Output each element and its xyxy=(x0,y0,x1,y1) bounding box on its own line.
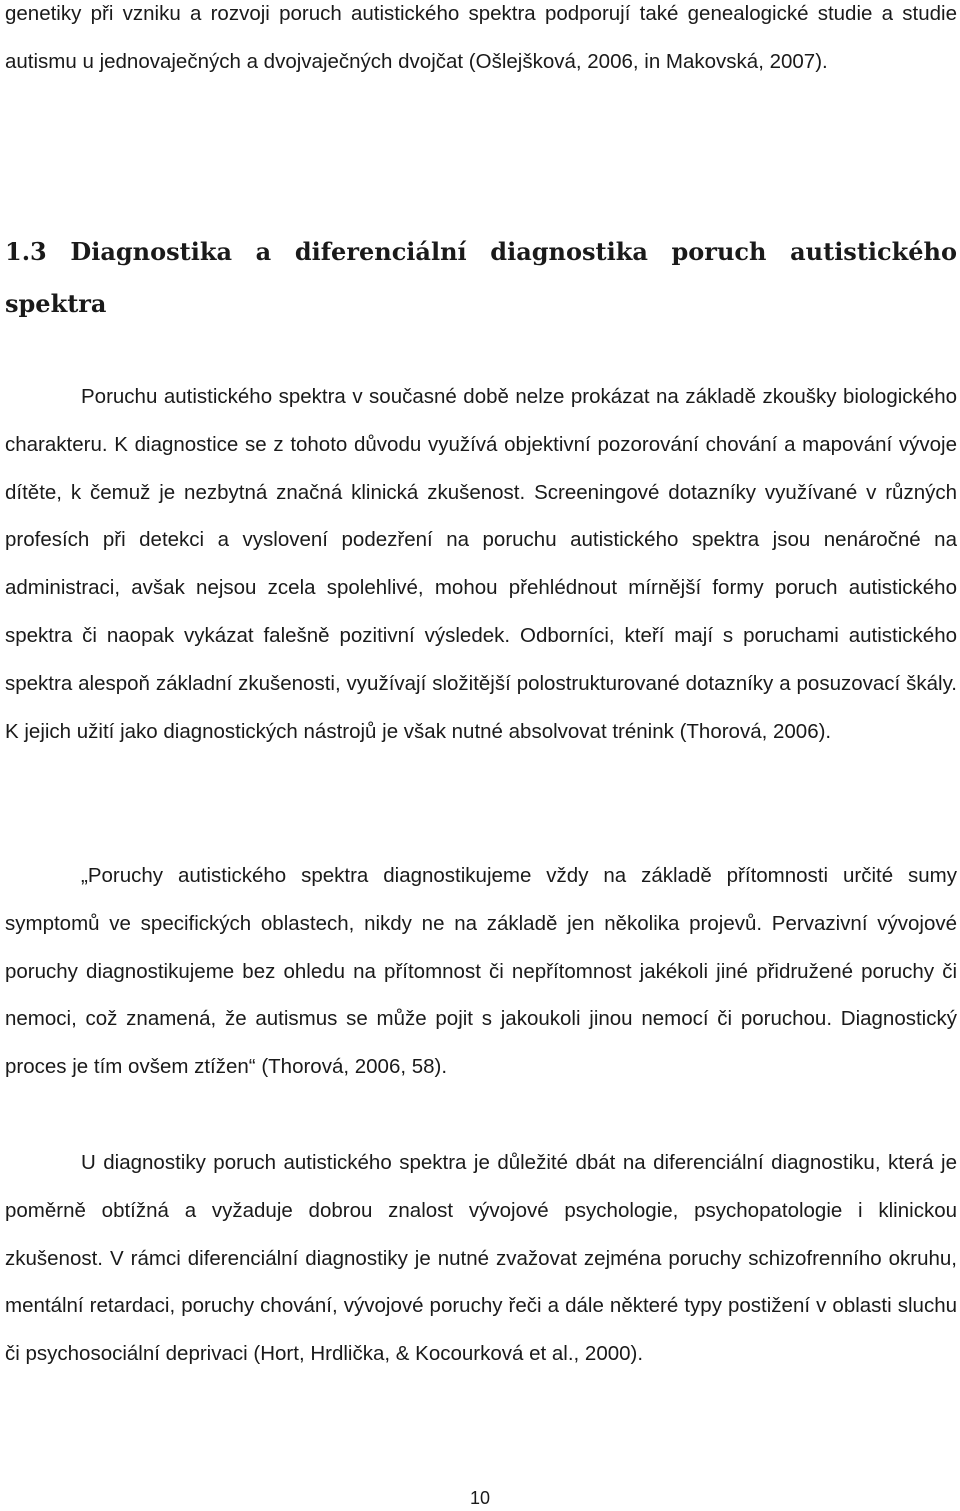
paragraph-differential: U diagnostiky poruch autistického spektra je důležité dbát na diferenciální diagnostiku, která je poměrně obtížná a vyžaduje dobrou znalost vývojové psychologie, psychopatologie i klinickou zkušenost. V rámci diferenciální diagnostiky je nutné zvažovat zejména poruchy schizofrenního okruhu, mentální retardaci, poruchy chování, vývojové poruchy řeči a dále některé typy postižení v oblasti sluchu či psychosociální deprivaci (Hort, Hrdlička, & Kocourková et al., 2000). xyxy=(5,1151,957,1366)
paragraph-diagnostics: Poruchu autistického spektra v současné době nelze prokázat na základě zkoušky biologického charakteru. K diagnostice se z tohoto důvodu využívá objektivní pozorování chování a mapování vývoje dítěte, k čemuž je nezbytná značná klinická zkušenost. Screeningové dotazníky využívané v různých profesích při detekci a vyslovení podezření na poruchu autistického spektra jsou nenáročné na administraci, avšak nejsou zcela spolehlivé, mohou přehlédnout mírnější formy poruch autistického spektra či naopak vykázat falešně pozitivní výsledek. Odborníci, kteří mají s poruchami autistického spektra alespoň základní zkušenosti, využívají složitější polostrukturované dotazníky a posuzovací škály. K jejich užití jako diagnostických nástrojů je však nutné absolvovat trénink (Thorová, 2006). xyxy=(5,385,957,743)
paragraph-continuation: genetiky při vzniku a rozvoji poruch autistického spektra podporují také genealogické studie a studie autismu u jednovaječných a dvojvaječných dvojčat (Ošlejšková, 2006, in Makovská, 2007). xyxy=(5,2,957,73)
paragraph-quote: „Poruchy autistického spektra diagnostikujeme vždy na základě přítomnosti určité sumy symptomů ve specifických oblastech, nikdy ne na základě jen několika projevů. Pervazivní vývojové poruchy diagnostikujeme bez ohledu na přítomnost či nepřítomnost jakékoli jiné přidružené poruchy či nemoci, což znamená, že autismus se může pojit s jakoukoli jinou nemocí či poruchou. Diagnostický proces je tím ovšem ztížen“ (Thorová, 2006, 58). xyxy=(5,864,957,1079)
section-heading: 1.3 Diagnostika a diferenciální diagnostika poruch autistického spektra xyxy=(5,237,957,318)
page-number: 10 xyxy=(469,1488,491,1508)
